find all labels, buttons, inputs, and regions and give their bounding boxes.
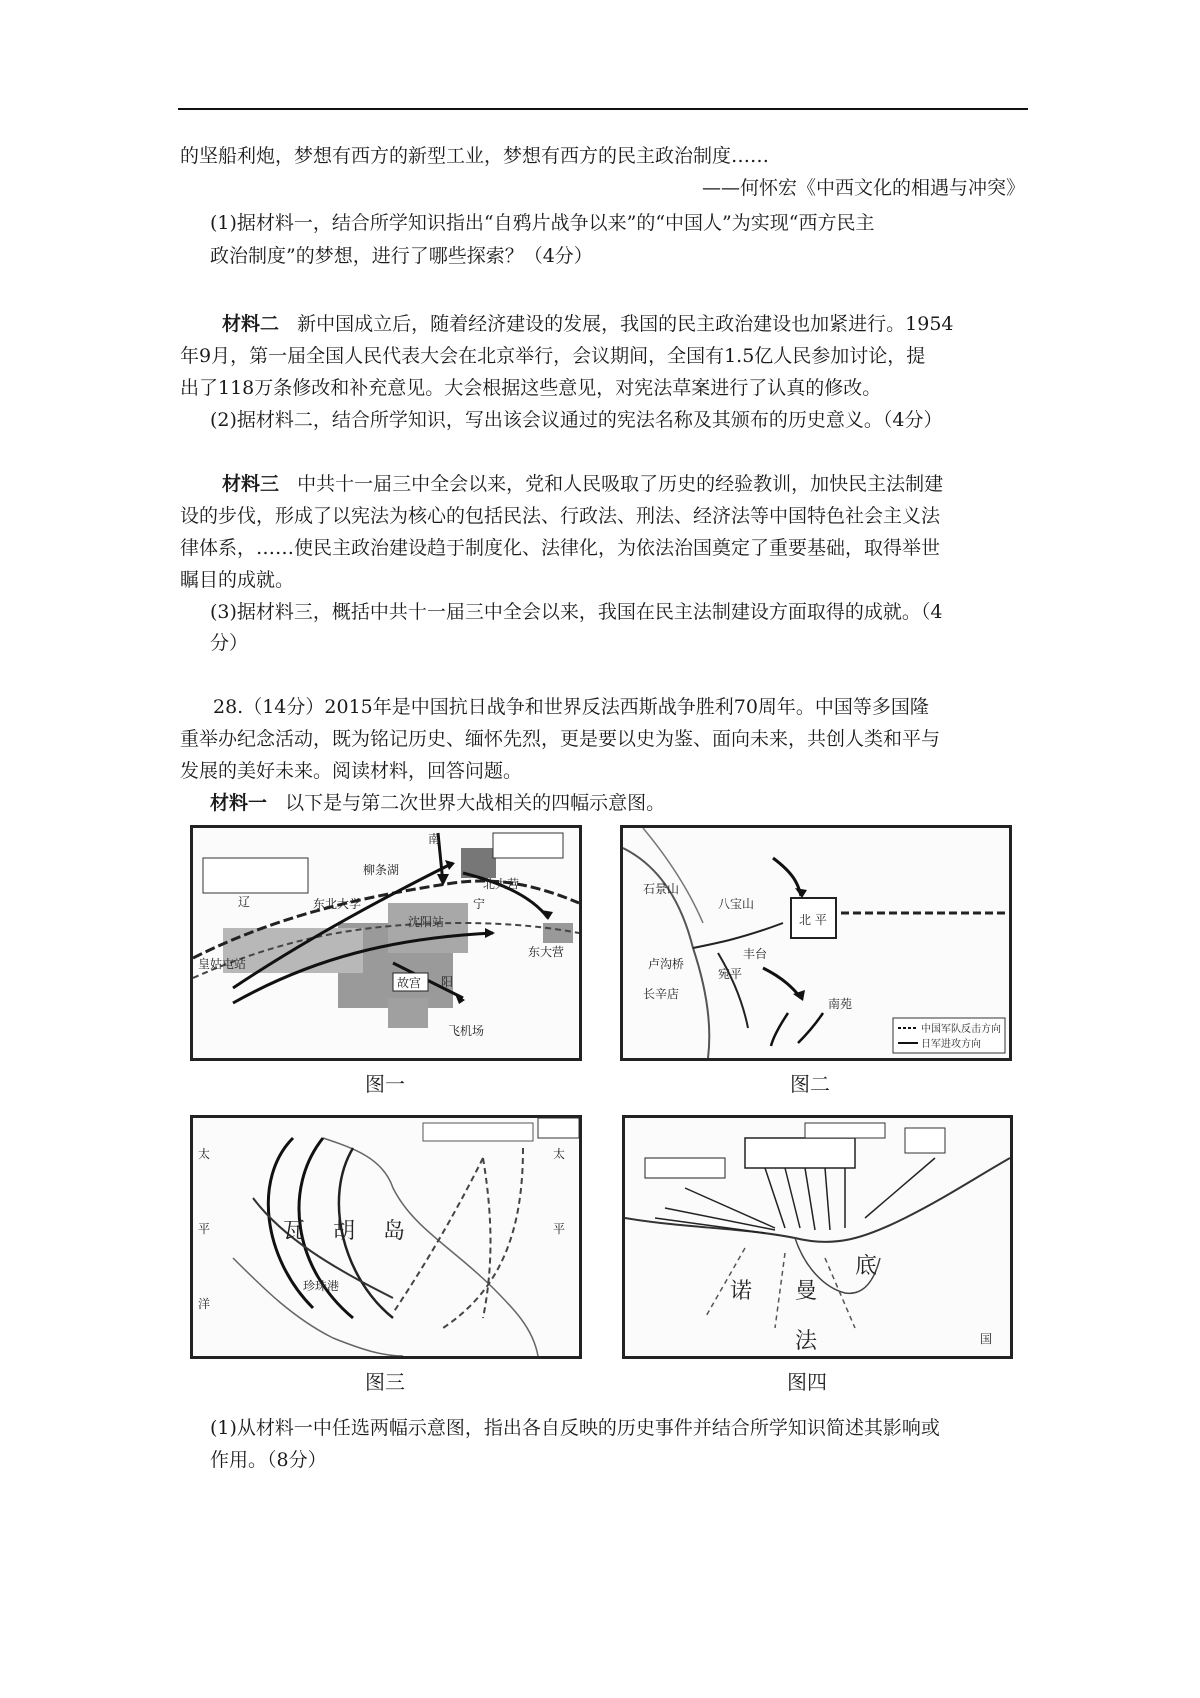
question-28-1-cont: 作用。（8分） [210,1449,327,1471]
label-liao: 辽 [238,895,251,909]
question-1: (1)据材料一，结合所学知识指出“自鸦片战争以来”的“中国人”为实现“西方民主 [210,212,875,234]
figure-2-caption: 图二 [790,1072,830,1096]
label-man: 曼 [795,1279,818,1304]
material-3-line-3: 律体系，……使民主政治建设趋于制度化、法律化，为依法治国奠定了重要基础，取得举世 [180,537,941,559]
question-1-cont: 政治制度”的梦想，进行了哪些探索？（4分） [210,245,593,267]
label-di: 底 [855,1254,878,1279]
label-guo: 国 [980,1332,993,1346]
question-28-line-2: 重举办纪念活动，既为铭记历史、缅怀先烈，更是要以史为鉴、面向未来，共创人类和平与 [180,728,941,750]
label-ning: 宁 [473,897,486,911]
question-28-line-3: 发展的美好未来。阅读材料，回答问题。 [180,760,523,782]
header-rule [178,108,1028,110]
label-gugong: 故宫 [397,976,422,990]
label-fa: 法 [795,1329,818,1354]
material-2-line-3: 出了118万条修改和补充意见。大会根据这些意见，对宪法草案进行了认真的修改。 [180,377,882,399]
figure-1-map [190,825,582,1061]
label-shenyang-zhan: 沈阳站 [408,915,445,929]
label-ping-right: 平 [553,1222,566,1236]
label-shijingshan: 石景山 [643,882,680,896]
question-28-line-1: 28.（14分）2015年是中国抗日战争和世界反法西斯战争胜利70周年。中国等多国隆 [213,696,929,718]
label-lugouqiao: 卢沟桥 [648,957,685,971]
figure-1-caption: 图一 [365,1072,405,1096]
label-nanyuan: 南苑 [828,997,853,1011]
material-2-line-1 [222,311,954,337]
label-tai-left: 太 [198,1147,211,1161]
question-28-1: (1)从材料一中任选两幅示意图，指出各自反映的历史事件并结合所学知识简述其影响或 [210,1417,940,1439]
figure-3-map [190,1115,582,1359]
label-yang-left: 洋 [198,1297,211,1311]
material-3-line-2: 设的步伐，形成了以宪法为核心的包括民法、行政法、刑法、经济法等中国特色社会主义法 [180,505,941,527]
label-changxindian: 长辛店 [643,987,680,1001]
material-3-line-4: 瞩目的成就。 [180,569,295,591]
material-2-text: 新中国成立后，随着经济建设的发展，我国的民主政治建设也加紧进行。1954 [297,313,954,335]
label-fengtai: 丰台 [743,947,768,961]
material-3-label: 材料三 [222,473,280,495]
material-3-text: 中共十一届三中全会以来，党和人民吸取了历史的经验教训，加快民主法制建 [297,473,944,495]
label-hu: 胡 [333,1219,356,1244]
label-ping-left: 平 [198,1222,211,1236]
label-dao: 岛 [383,1219,406,1244]
label-babaoshan: 八宝山 [718,897,755,911]
question-3: (3)据材料三，概括中共十一届三中全会以来，我国在民主法制建设方面取得的成就。（4 [210,601,943,623]
label-dongbei-daxue: 东北大学 [313,897,362,911]
label-beidaying: 北大营 [483,877,520,891]
material-1-text: 以下是与第二次世界大战相关的四幅示意图。 [285,792,666,814]
material-2-label: 材料二 [222,313,280,335]
label-yang: 阳 [441,975,454,989]
label-wanping: 宛平 [718,967,743,981]
figure-3-caption: 图三 [365,1370,405,1394]
material-1-label: 材料一 [210,792,268,814]
figure-2-map [620,825,1012,1061]
label-liutiaohu: 柳条湖 [363,863,400,877]
material-2-line-2: 年9月，第一届全国人民代表大会在北京举行，会议期间，全国有1.5亿人民参加讨论，提 [180,345,926,367]
label-wa: 瓦 [283,1219,306,1244]
figure-4-caption: 图四 [787,1370,827,1394]
material-1-line [210,790,665,816]
label-south: 南 [428,832,441,846]
question-2: (2)据材料二，结合所学知识，写出该会议通过的宪法名称及其颁布的历史意义。（4分） [210,409,943,431]
label-huanggutun: 皇姑屯站 [198,957,247,971]
label-zhenzhugang: 珍珠港 [303,1279,340,1293]
material-3-line-1 [222,471,943,497]
label-nuo: 诺 [730,1279,753,1304]
question-3-cont: 分） [210,632,249,654]
label-tai-right: 太 [553,1147,566,1161]
label-airport: 飞机场 [448,1024,485,1038]
label-beiping: 北 平 [799,913,827,927]
figure-4-map [622,1115,1013,1359]
citation: ——何怀宏《中西文化的相遇与冲突》 [701,177,1025,199]
legend-jp: 日军进攻方向 [921,1039,981,1050]
label-dongdaying: 东大营 [528,945,565,959]
text-line: 的坚船利炮，梦想有西方的新型工业，梦想有西方的民主政治制度…… [180,145,770,167]
legend-cn: 中国军队反击方向 [921,1024,1001,1035]
